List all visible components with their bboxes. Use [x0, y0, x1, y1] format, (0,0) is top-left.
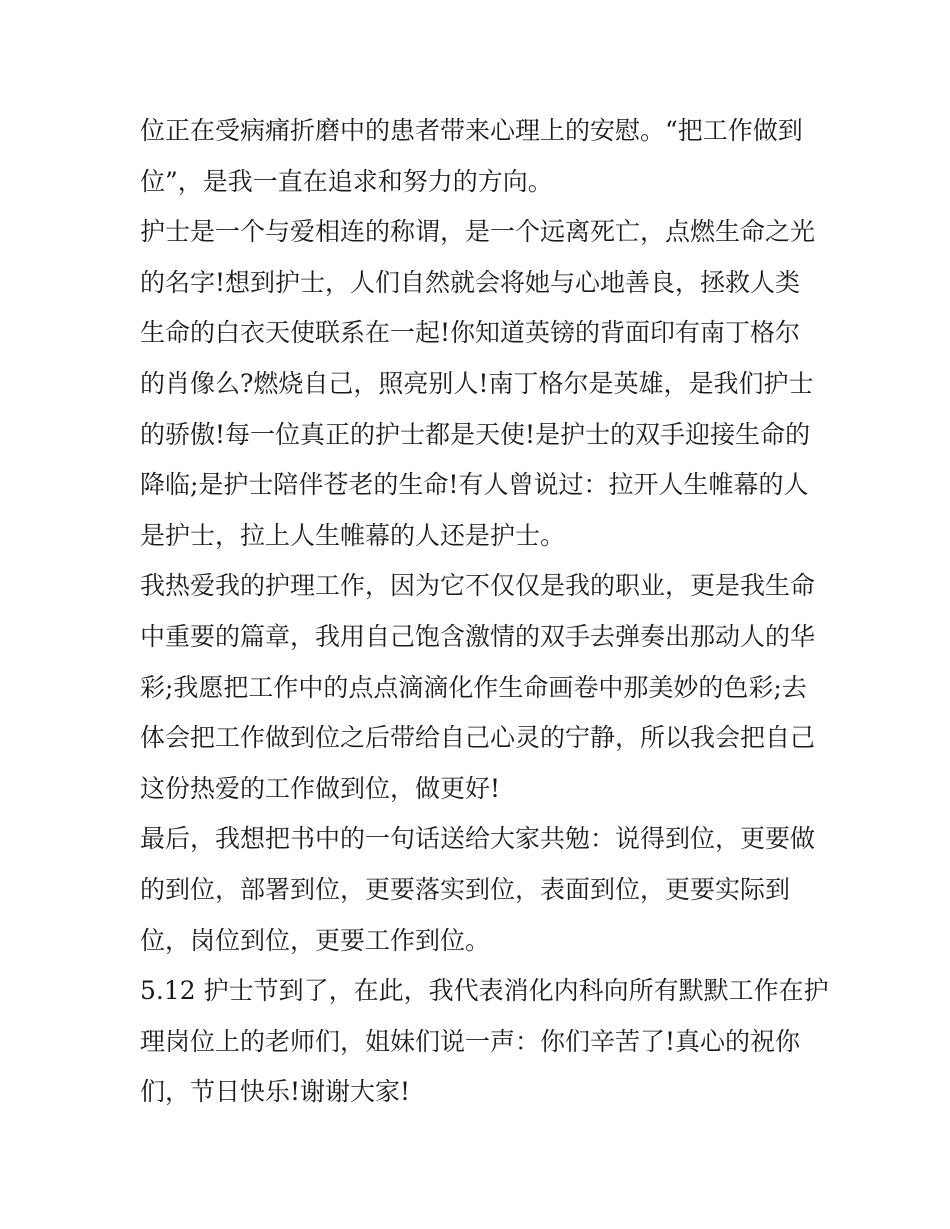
text-line: 降临;是护士陪伴苍老的生命!有人曾说过：拉开人生帷幕的人: [140, 470, 809, 500]
paragraph-1: [140, 106, 820, 207]
text-line: 我热爱我的护理工作，因为它不仅仅是我的职业，更是我生命: [140, 571, 816, 601]
document-body: [140, 106, 829, 1118]
text-line: 是护士，拉上人生帷幕的人还是护士。: [140, 520, 566, 550]
text-line: 护士是一个与爱相连的称谓，是一个远离死亡，点燃生命之光: [140, 217, 816, 247]
text-line: 彩;我愿把工作中的点点滴滴化作生命画卷中那美妙的色彩;去: [140, 672, 807, 702]
text-line: 这份热爱的工作做到位，做更好!: [140, 773, 501, 803]
text-line: 生命的白衣天使联系在一起!你知道英镑的背面印有南丁格尔: [140, 318, 801, 348]
text-line: 的肖像么?燃烧自己，照亮别人!南丁格尔是英雄，是我们护士: [140, 368, 814, 398]
paragraph-4: [140, 814, 820, 966]
text-line: 5.12 护士节到了，在此，我代表消化内科向所有默默工作在护: [140, 976, 829, 1006]
text-line: 中重要的篇章，我用自己饱含激情的双手去弹奏出那动人的华: [140, 621, 816, 651]
text-line: 最后，我想把书中的一句话送给大家共勉：说得到位，更要做: [140, 824, 816, 854]
text-line: 位正在受病痛折磨中的患者带来心理上的安慰。“把工作做到: [140, 116, 803, 145]
paragraph-5: [140, 966, 829, 1118]
text-line: 们，节日快乐!谢谢大家!: [140, 1077, 411, 1107]
text-line: 的名字!想到护士，人们自然就会将她与心地善良，拯救人类: [140, 267, 801, 297]
text-line: 位”，是我一直在追求和努力的方向。: [140, 166, 553, 196]
paragraph-3: [140, 561, 820, 814]
text-line: 的骄傲!每一位真正的护士都是天使!是护士的双手迎接生命的: [140, 419, 811, 449]
paragraph-2: [140, 207, 820, 561]
text-line: 位，岗位到位，更要工作到位。: [140, 925, 491, 955]
text-line: 体会把工作做到位之后带给自己心灵的宁静，所以我会把自己: [140, 723, 816, 753]
text-line: 理岗位上的老师们，姐妹们说一声：你们辛苦了!真心的祝你: [140, 1026, 801, 1056]
text-line: 的到位，部署到位，更要落实到位，表面到位，更要实际到: [140, 874, 791, 904]
